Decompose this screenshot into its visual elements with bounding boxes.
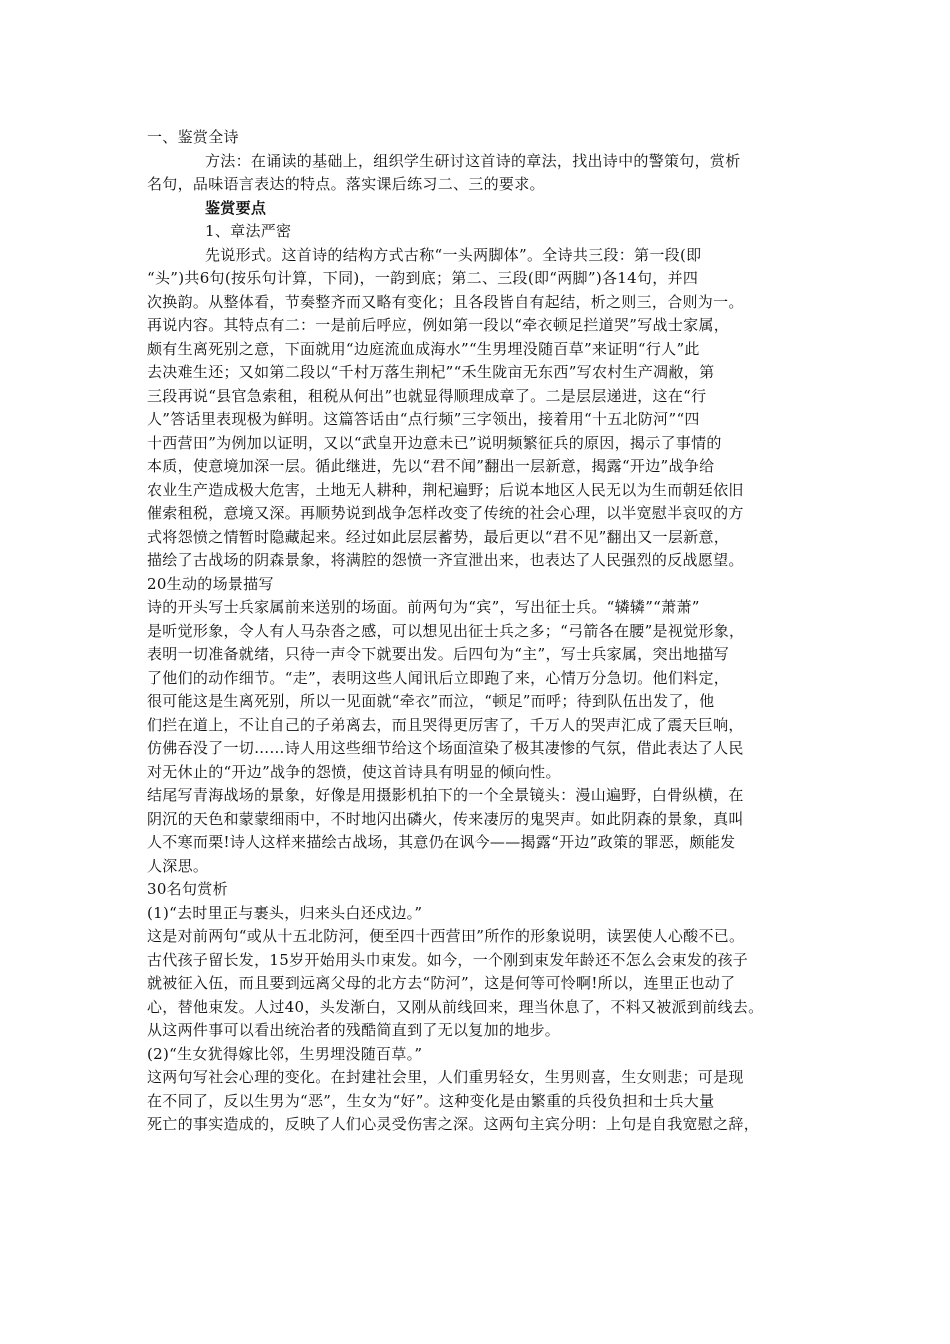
text-line: 农业生产造成极大危害，土地无人耕种，荆杞遍野；后说本地区人民无以为生而朝廷依旧 [147, 480, 744, 499]
text-line: 了他们的动作细节。“走”，表明这些人闻讯后立即跑了来，心情万分急切。他们料定， [147, 668, 730, 687]
text-line: 死亡的事实造成的，反映了人们心灵受伤害之深。这两句主宾分明：上句是自我宽慰之辞， [147, 1115, 760, 1133]
text-line: 诗的开头写士兵家属前来送别的场面。前两句为“宾”，写出征士兵。“辚辚”“萧萧” [147, 598, 700, 616]
text-line: 仿佛吞没了一切……诗人用这些细节给这个场面渲染了极其凄惨的气氛，借此表达了人民 [147, 739, 744, 757]
text-line: 阴沉的天色和蒙蒙细雨中，不时地闪出磷火，传来凄厉的鬼哭声。如此阴森的景象，真叫 [147, 809, 744, 828]
text-line: 一、鉴赏全诗 [147, 128, 239, 146]
text-line: 再说内容。其特点有二：一是前后呼应，例如第一段以“牵衣顿足拦道哭”写战士家属， [147, 316, 730, 334]
text-line: 颇有生离死别之意，下面就用“边庭流血成海水”“生男埋没随百草”来证明“行人”此 [147, 339, 700, 358]
text-line: 1、章法严密 [205, 222, 292, 240]
text-line: 三段再说“县官急索租，租税从何出”也就显得顺理成章了。二是层层递进，这在“行 [147, 386, 707, 405]
text-line: 先说形式。这首诗的结构方式古称“一头两脚体”。全诗共三段：第一段(即 [205, 245, 702, 264]
text-line: 20生动的场景描写 [147, 574, 274, 593]
text-line: (1)“去时里正与裹头，归来头白还戍边。” [147, 903, 423, 922]
text-line: 心，替他束发。人过40，头发渐白，又刚从前线回来，理当休息了，不料又被派到前线去。 [147, 997, 764, 1016]
text-line: 人不寒而栗!诗人这样来描绘古战场，其意仍在讽今——揭露“开边”政策的罪恶，颇能发 [147, 833, 736, 851]
text-line: 这两句写社会心理的变化。在封建社会里，人们重男轻女，生男则喜，生女则悲；可是现 [147, 1068, 744, 1086]
text-line: 结尾写青海战场的景象，好像是用摄影机拍下的一个全景镜头：漫山遍野，白骨纵横，在 [147, 786, 744, 804]
text-line: 本质，使意境加深一层。循此继进，先以“君不闻”翻出一层新意，揭露“开边”战争给 [147, 457, 715, 475]
text-line: 描绘了古战场的阴森景象，将满腔的怨愤一齐宣泄出来，也表达了人民强烈的反战愿望。 [147, 551, 744, 569]
text-line: 方法：在诵读的基础上，组织学生研讨这首诗的章法，找出诗中的警策句，赏析 [205, 151, 741, 170]
text-line: 名句，品味语言表达的特点。落实课后练习二、三的要求。 [147, 175, 545, 193]
text-line: 很可能这是生离死别，所以一见面就“牵衣”而泣，“顿足”而呼；待到队伍出发了，他 [147, 692, 715, 710]
text-line: 是听觉形象，令人有人马杂沓之感，可以想见出征士兵之多；“弓箭各在腰”是视觉形象， [147, 621, 745, 640]
text-line: 表明一切准备就绪，只待一声令下就要出发。后四句为“主”，写士兵家属，突出地描写 [147, 645, 730, 663]
text-line: 在不同了，反以生男为“恶”，生女为“好”。这种变化是由繁重的兵役负担和士兵大量 [147, 1091, 715, 1110]
text-line: 催索租税，意境又深。再顺势说到战争怎样改变了传统的社会心理，以半宽慰半哀叹的方 [147, 504, 744, 522]
text-line: 式将怨愤之情暂时隐藏起来。经过如此层层蓄势，最后更以“君不见”翻出又一层新意， [147, 527, 730, 546]
text-line: 就被征入伍，而且要到远离父母的北方去“防河”，这是何等可怜啊!所以，连里正也动了 [147, 974, 736, 992]
text-line: (2)“生女犹得嫁比邻，生男埋没随百草。” [147, 1044, 423, 1063]
text-line: 十西营田”为例加以证明，又以“武皇开边意未已”说明频繁征兵的原因，揭示了事情的 [147, 433, 722, 452]
text-line: 去决难生还；又如第二段以“千村万落生荆杞”“禾生陇亩无东西”写农村生产凋敝，第 [147, 363, 715, 381]
text-line: 30名句赏析 [147, 880, 228, 898]
text-line: 古代孩子留长发，15岁开始用头巾束发。如今，一个刚到束发年龄还不怎么会束发的孩子 [147, 950, 749, 969]
text-line: 人”答话里表现极为鲜明。这篇答话由“点行频”三字领出，接着用“十五北防河”“四 [147, 410, 700, 428]
text-line: 对无休止的“开边”战争的怨愤，使这首诗具有明显的倾向性。 [147, 762, 561, 781]
text-line: 人深思。 [147, 856, 209, 875]
text-line: “头”)共6句(按乐句计算，下同)，一韵到底；第二、三段(即“两脚”)各14句，并四 [147, 269, 699, 287]
text-line: 这是对前两句“或从十五北防河，便至四十西营田”所作的形象说明，读罢使人心酸不已。 [147, 927, 745, 945]
text-line: 次换韵。从整体看，节奏整齐而又略有变化；且各段皆自有起结，析之则三，合则为一。 [147, 292, 744, 311]
text-line: 鉴赏要点 [205, 198, 267, 217]
text-line: 们拦在道上，不让自己的子弟离去，而且哭得更厉害了，千万人的哭声汇成了震天巨响， [147, 715, 744, 734]
document-page [147, 126, 813, 1137]
text-line: 从这两件事可以看出统治者的残酷简直到了无以复加的地步。 [147, 1021, 561, 1039]
